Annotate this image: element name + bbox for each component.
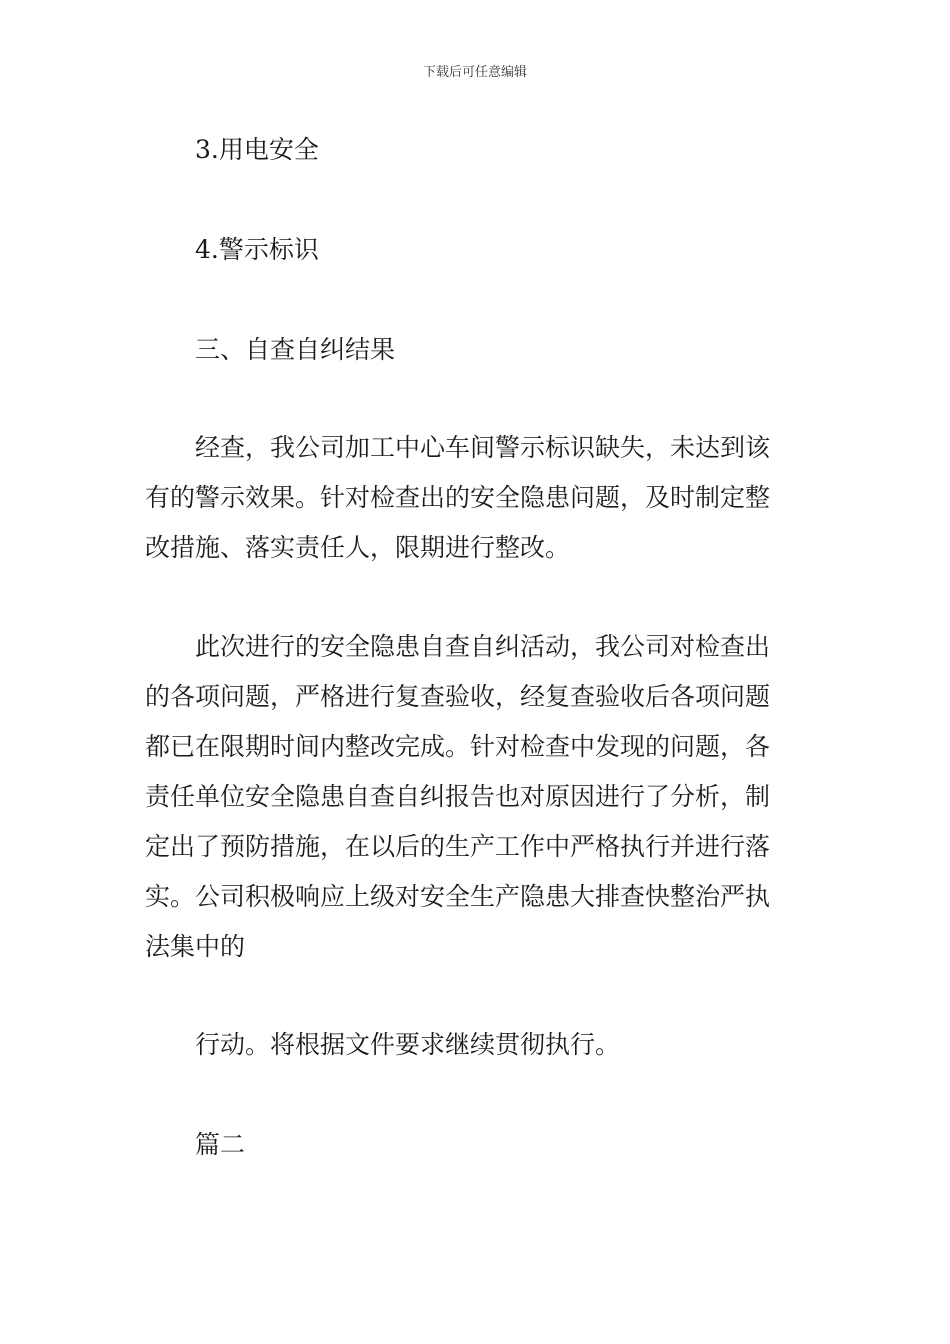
paragraph-line: 责任单位安全隐患自查自纠报告也对原因进行了分析，制 xyxy=(145,782,771,811)
paragraph-follow-up xyxy=(145,1020,810,1070)
paragraph-line: 有的警示效果。针对检查出的安全隐患问题，及时制定整 xyxy=(145,483,771,512)
section-heading-text: 三、自查自纠结果 xyxy=(195,335,396,364)
paragraph-line: 法集中的 xyxy=(145,932,246,961)
page-header-note: 下载后可任意编辑 xyxy=(422,65,527,80)
paragraph-line: 定出了预防措施，在以后的生产工作中严格执行并进行落 xyxy=(145,832,771,861)
paragraph-line: 行动。将根据文件要求继续贯彻执行。 xyxy=(195,1030,621,1059)
part-label xyxy=(145,1120,810,1170)
list-item-warning-signs xyxy=(145,225,810,275)
list-item-text: 3.用电安全 xyxy=(195,135,319,164)
paragraph-line: 此次进行的安全隐患自查自纠活动，我公司对检查出 xyxy=(195,632,771,661)
paragraph-line: 经查，我公司加工中心车间警示标识缺失，未达到该 xyxy=(195,433,771,462)
list-item-electrical-safety xyxy=(145,125,810,175)
paragraph-line: 实。公司积极响应上级对安全生产隐患大排查快整治严执 xyxy=(145,882,771,911)
part-label-text: 篇二 xyxy=(195,1130,246,1159)
paragraph-line: 都已在限期时间内整改完成。针对检查中发现的问题，各 xyxy=(145,732,771,761)
list-item-text: 4.警示标识 xyxy=(195,235,319,264)
paragraph-line: 的各项问题，严格进行复查验收，经复查验收后各项问题 xyxy=(145,682,771,711)
section-heading xyxy=(145,325,810,375)
paragraph-inspection-result xyxy=(145,423,810,573)
paragraph-activity-summary xyxy=(145,622,810,972)
paragraph-line: 改措施、落实责任人，限期进行整改。 xyxy=(145,533,571,562)
